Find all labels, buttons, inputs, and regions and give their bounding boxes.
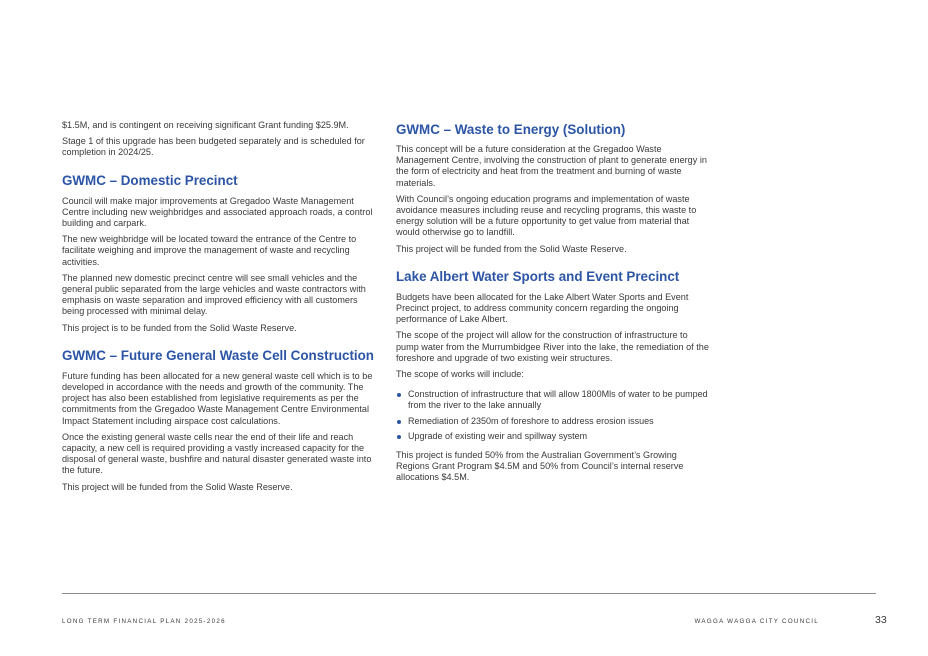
paragraph: Council will make major improvements at Gregadoo Waste Management Centre including new weighbridges and associated approach roads, a control building and carpark.: [62, 195, 373, 229]
footer-organisation: WAGGA WAGGA CITY COUNCIL: [694, 618, 819, 625]
section-heading-domestic-precinct: GWMC – Domestic Precinct: [62, 172, 238, 188]
paragraph: Stage 1 of this upgrade has been budgeted separately and is scheduled for completion in 2024/25.: [62, 136, 365, 158]
paragraph: This project will be funded from the Solid Waste Reserve.: [396, 243, 627, 254]
list-item-text: Remediation of 2350m of foreshore to address erosion issues: [408, 415, 654, 426]
list-item-text: Construction of infrastructure that will allow 1800Mls of water to be pumped from the river to the lake annually: [408, 389, 708, 411]
list-item: [396, 431, 712, 442]
paragraph: This concept will be a future consideration at the Gregadoo Waste Management Centre, involving the construction of plant to generate energy in the form of electricity and heat from the treatment and burning of waste materials.: [396, 144, 707, 188]
paragraph: This project is to be funded from the Solid Waste Reserve.: [62, 322, 297, 333]
paragraph: Budgets have been allocated for the Lake Albert Water Sports and Event Precinct project, to address community concern regarding the ongoing performance of Lake Albert.: [396, 291, 689, 325]
section-heading-waste-to-energy: GWMC – Waste to Energy (Solution): [396, 122, 626, 137]
list-item-text: Upgrade of existing weir and spillway system: [408, 430, 588, 441]
section-heading-waste-cell: GWMC – Future General Waste Cell Construction: [62, 347, 374, 363]
bullet-icon: [397, 420, 401, 424]
left-column: [62, 120, 378, 498]
list-item: [396, 389, 712, 411]
paragraph: Once the existing general waste cells near the end of their life and reach capacity, a new cell is required providing a vastly increased capacity for the disposal of general waste, bushfire and natural disaster generated waste into the future.: [62, 431, 372, 476]
page-number: 33: [875, 614, 887, 626]
list-item: [396, 416, 712, 427]
scope-list: [396, 389, 712, 442]
paragraph: The scope of the project will allow for the construction of infrastructure to pump water from the Murrumbidgee River into the lake, the remediation of the foreshore and upgrade of two existing weir structures.: [396, 330, 709, 363]
footer-document-title: LONG TERM FINANCIAL PLAN 2025-2026: [62, 618, 226, 625]
paragraph: With Council’s ongoing education programs and implementation of waste avoidance measures including reuse and recycling programs, this waste to energy solution will be a future opportunity to get value from material that would otherwise go to landfill.: [396, 193, 697, 238]
paragraph: The planned new domestic precinct centre will see small vehicles and the general public separated from the large vehicles and waste contractors with emphasis on waste separation and improved efficiency with all customers being processed with minimal delay.: [62, 272, 366, 317]
paragraph: This project will be funded from the Solid Waste Reserve.: [62, 481, 293, 492]
section-heading-lake-albert: Lake Albert Water Sports and Event Precinct: [396, 268, 680, 284]
bullet-icon: [397, 435, 401, 439]
footer-divider: [62, 593, 876, 594]
bullet-icon: [397, 393, 401, 397]
paragraph: $1.5M, and is contingent on receiving significant Grant funding $25.9M.: [62, 120, 349, 130]
paragraph: The new weighbridge will be located toward the entrance of the Centre to facilitate weighing and improve the management of waste and recycling activities.: [62, 234, 357, 267]
paragraph: This project is funded 50% from the Australian Government’s Growing Regions Grant Program $4.5M and 50% from Council’s internal reserve allocations $4.5M.: [396, 450, 684, 483]
paragraph: The scope of works will include:: [396, 369, 524, 380]
right-column: [396, 120, 712, 489]
paragraph: Future funding has been allocated for a new general waste cell which is to be developed in accordance with the needs and growth of the community. The project has also been established from legislative requirements as per the commitments from the Gregadoo Waste Management Centre Environmental Impact Statement including airspace cost calculations.: [62, 370, 373, 426]
